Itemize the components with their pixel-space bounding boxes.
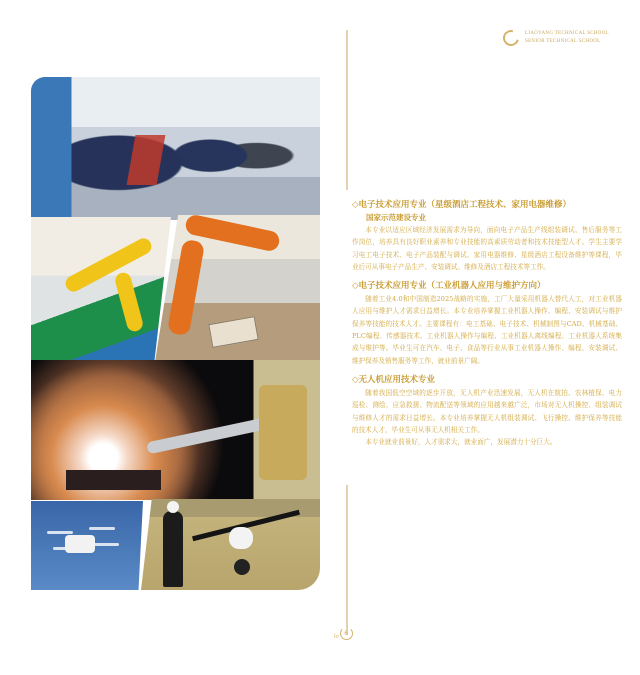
section-paragraph: 本专业就业前景好，人才需求大，就业面广，发展潜力十分巨大。 — [365, 438, 557, 447]
photo-welding-robot — [31, 360, 320, 500]
diamond-bullet-icon: ◇ — [352, 200, 359, 210]
diamond-bullet-icon: ◇ — [352, 281, 359, 292]
circle-emblem-icon — [500, 27, 522, 49]
school-name — [525, 30, 609, 46]
program-descriptions — [352, 199, 622, 455]
page-number-value: 6 — [340, 627, 353, 640]
section-paragraph: 随着工业4.0和中国制造2025战略的实施，工厂大量采用机器人替代人工，对工业机器人应用与维护人才需求日益增长。本专业培养掌握工业机器人操作、编程、安装调试与维护保养等技能的技术人才。主要课程有：电工基础、电子技术、机械制图与CAD、机械基础、PLC编程、传感器技术、工业机器人操作与编程、工业机器人离线编程、工业机器人系统集成与维护等。毕业生可在汽车、电子、食品等行业从事工业机器人操作、编程、安装调试、维护保养及销售服务等工作，就业前景广阔。 — [352, 295, 622, 365]
page-number — [334, 627, 353, 640]
photo-classroom — [31, 77, 320, 220]
vertical-divider-top — [346, 30, 348, 190]
section-electronics — [352, 199, 622, 273]
section-paragraph: 随着我国低空空域的逐步开放，无人机产业迅速发展，无人机在航拍、农林植保、电力巡检、测绘、应急救援、物流配送等领域的应用越来越广泛，市场对无人机操控、组装调试与维修人才的需求日益增长。本专业培养掌握无人机组装调试、飞行操控、维护保养等技能的技术人才，毕业生可从事无人机相关工作。 — [352, 388, 622, 434]
school-name-line1: LIAOYANG TECHNICAL SCHOOL — [525, 31, 609, 36]
photo-quadcopter — [31, 501, 143, 590]
photo-drone-operator — [141, 499, 320, 590]
vertical-divider-bottom — [346, 485, 348, 635]
page-number-prefix: lo — [334, 634, 339, 640]
section-industrial-robot — [352, 280, 622, 367]
photo-orange-robot-arm — [155, 215, 320, 362]
section-title: ◇无人机应用技术专业 — [352, 374, 436, 385]
section-subtitle: 国家示范建设专业 — [366, 213, 426, 222]
school-emblem — [503, 30, 609, 46]
section-drone — [352, 374, 622, 448]
photo-yellow-robot-arm — [31, 217, 171, 363]
diamond-bullet-icon: ◇ — [352, 374, 359, 385]
photo-collage — [31, 77, 320, 590]
school-name-line2: SENIOR TECHNICAL SCHOOL — [525, 39, 601, 44]
section-title: ◇电子技术应用专业（星级酒店工程技术、家用电器维修） — [352, 200, 572, 210]
section-paragraph: 本专业以适应区域经济发展需求为导向，面向电子产品生产线组装调试、售后服务等工作岗位，培养具有良好职业素养和专业技能的高素质劳动者和技术技能型人才。学生主要学习电工电子技术、电子产品装配与调试、家用电器维修、星级酒店工程设备维护等课程，毕业后可从事电子产品生产、安装调试、维修及酒店工程技术等工作。 — [352, 226, 622, 271]
section-title: ◇电子技术应用专业（工业机器人应用与维护方向） — [352, 281, 546, 292]
